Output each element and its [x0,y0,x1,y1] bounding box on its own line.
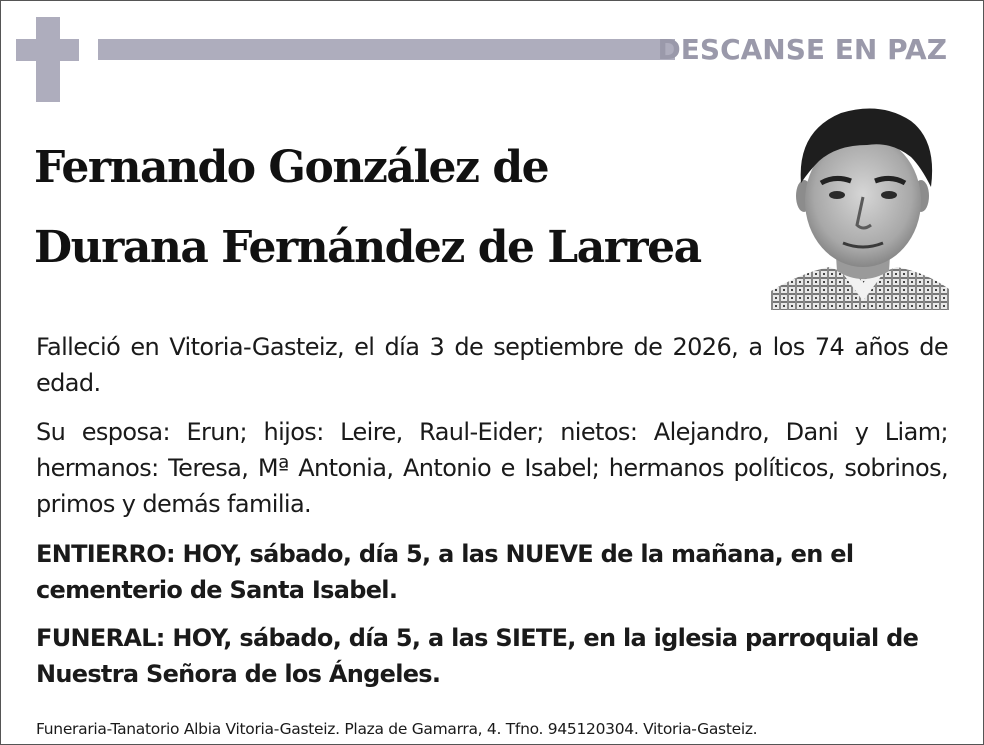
header-title: DESCANSE EN PAZ [657,33,947,66]
header-rule [98,39,675,60]
deceased-name [34,128,774,288]
burial-paragraph: ENTIERRO: HOY, sábado, día 5, a las NUEVE de la mañana, en el cementerio de Santa Isabel. [36,540,854,604]
death-notice-paragraph: Falleció en Vitoria-Gasteiz, el día 3 de septiembre de 2026, a los 74 años de edad. [36,333,948,397]
family-paragraph: Su esposa: Erun; hijos: Leire, Raul-Eider; nietos: Alejandro, Dani y Liam; hermanos: Teresa, Mª Antonia, Antonio e Isabel; hermanos políticos, sobrinos, primos y demás familia. [36,418,948,518]
deceased-name-line-2: Durana Fernández de Larrea [34,222,701,273]
deceased-portrait-photo [771,101,949,310]
cross-icon-horizontal-bar [16,39,79,61]
deceased-name-line-1: Fernando González de [34,142,549,193]
funeral-paragraph: FUNERAL: HOY, sábado, día 5, a las SIETE, en la iglesia parroquial de Nuestra Señora de los Ángeles. [36,624,919,688]
funeral-home-footer: Funeraria-Tanatorio Albia Vitoria-Gasteiz. Plaza de Gamarra, 4. Tfno. 945120304. Vitoria-Gasteiz. [36,720,758,738]
